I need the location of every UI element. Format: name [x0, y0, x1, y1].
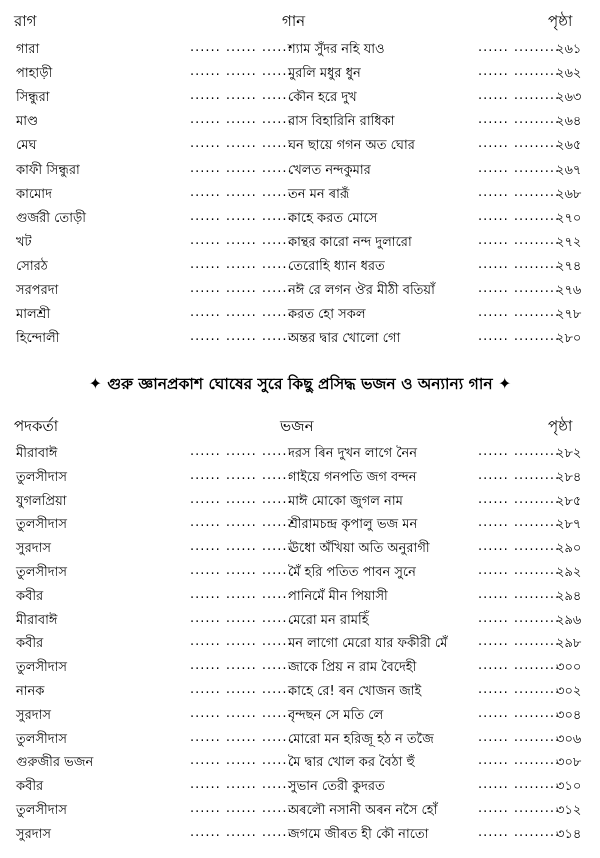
page-number: ২৯২ — [556, 565, 582, 580]
page-number: ২৮৫ — [556, 493, 582, 509]
leader-dots: ...... ...... ...... — [190, 184, 293, 200]
leader-dots: ...... ......... — [478, 610, 561, 626]
banner-title: গুরু জ্ঞানপ্রকাশ ঘোষের সুরে কিছু প্রসিদ্ধ ভজন ও অন্যান্য গান — [107, 375, 493, 393]
list-item — [0, 468, 600, 492]
song-title: তেরোহি ধ্যান ধরত — [288, 258, 385, 274]
list-item — [0, 257, 600, 281]
leader-dots: ...... ...... ...... — [190, 634, 293, 650]
song-title: রাস বিহারিনি রাধিকা — [288, 114, 395, 130]
artist-name: খট — [16, 234, 32, 250]
header-page-2: পৃষ্ঠা — [548, 417, 573, 435]
song-title: অৰলৌ নসানী অৰন নসৈ হোঁ — [288, 803, 438, 818]
leader-dots: ...... ......... — [478, 88, 561, 104]
list-item — [0, 40, 600, 64]
artist-name: সরপরদা — [16, 283, 59, 298]
leader-dots: ...... ......... — [478, 136, 561, 152]
artist-name: মেঘ — [16, 138, 37, 154]
song-title: কৌন হরে দুখ — [288, 90, 357, 106]
list-item — [0, 753, 600, 777]
leader-dots: ...... ......... — [478, 184, 561, 200]
page-number: ২৭৬ — [556, 283, 582, 298]
artist-name: তুলসীদাস — [16, 469, 67, 485]
song-title: জাকে প্রিয় ন রাম বৈদেহী — [288, 660, 417, 676]
artist-name: নানক — [16, 684, 45, 699]
page-number: ২৬২ — [556, 66, 582, 82]
list-item — [0, 682, 600, 706]
list-item — [0, 209, 600, 233]
list-item — [0, 233, 600, 257]
leader-dots: ...... ......... — [478, 281, 561, 296]
song-title: কাহে করত মোসে — [288, 210, 378, 226]
song-title: তন মন ৰারূঁ — [288, 186, 350, 202]
list-item — [0, 185, 600, 209]
header-raag: রাগ — [14, 12, 37, 30]
leader-dots: ...... ......... — [478, 208, 561, 224]
page-number: ৩১৪ — [556, 826, 582, 842]
song-title: জগমে জীৰত হী কৌ নাতো — [288, 826, 429, 842]
artist-name: কবীর — [16, 636, 44, 652]
artist-name: মীরাবাঈ — [16, 612, 58, 628]
leader-dots: ...... ......... — [478, 586, 561, 602]
leader-dots: ...... ...... ...... — [190, 705, 293, 721]
page-number: ৩০৮ — [556, 755, 582, 771]
artist-name: কামোদ — [16, 186, 52, 202]
artist-name: তুলসীদাস — [16, 660, 67, 676]
page-number: ৩০৪ — [556, 707, 582, 723]
page-number: ২৭২ — [556, 234, 582, 250]
leader-dots: ...... ...... ...... — [190, 563, 293, 578]
list-item — [0, 281, 600, 305]
page-number: ৩১০ — [556, 779, 582, 795]
artist-name: সুরদাস — [16, 707, 51, 723]
artist-name: পাহাড়ী — [16, 66, 53, 82]
artist-name: তুলসীদাস — [16, 731, 67, 747]
page-number: ২৭৪ — [556, 258, 582, 274]
leader-dots: ...... ......... — [478, 64, 561, 80]
leader-dots: ...... ...... ...... — [190, 88, 293, 104]
leader-dots: ...... ......... — [478, 491, 561, 507]
list-item — [0, 658, 600, 682]
page-number: ২৬৫ — [556, 138, 582, 154]
leader-dots: ...... ...... ...... — [190, 801, 293, 816]
page-number: ২৯৪ — [556, 588, 582, 604]
artist-name: গারা — [16, 42, 40, 57]
header-gaan: গান — [282, 12, 306, 30]
list-item — [0, 305, 600, 329]
artist-name: মাণ্ড — [16, 114, 39, 130]
page-number: ২৮৭ — [556, 517, 582, 533]
list-item — [0, 587, 600, 611]
song-title: কাহে রে! ৰন খোজন জাই — [288, 684, 422, 699]
leader-dots: ...... ......... — [478, 658, 561, 674]
leader-dots: ...... ...... ...... — [190, 112, 293, 128]
page-number: ২৬১ — [556, 42, 582, 57]
artist-name: হিন্দোলী — [16, 331, 60, 347]
leader-dots: ...... ...... ...... — [190, 329, 293, 345]
artist-name: কবীর — [16, 779, 44, 795]
leader-dots: ...... ......... — [478, 777, 561, 793]
leader-dots: ...... ...... ...... — [190, 467, 293, 483]
page-number: ৩০২ — [556, 684, 582, 699]
list-item — [0, 801, 600, 825]
page-number: ২৭০ — [556, 210, 582, 226]
page-number: ২৭৮ — [556, 307, 582, 323]
leader-dots: ...... ......... — [478, 112, 561, 128]
leader-dots: ...... ...... ...... — [190, 491, 293, 507]
leader-dots: ...... ......... — [478, 256, 561, 272]
song-title: গাইয়ে গনপতি জগ বন্দন — [288, 469, 417, 485]
song-title: নঈ রে লগন ঔর মীঠী বতিয়াঁ — [288, 283, 435, 298]
artist-name: তুলসীদাস — [16, 565, 67, 580]
leader-dots: ...... ...... ...... — [190, 515, 293, 531]
leader-dots: ...... ...... ...... — [190, 160, 293, 176]
artist-name: গুরুজীর ভজন — [16, 755, 94, 771]
header-padakarta: পদকর্তা — [14, 417, 59, 435]
leader-dots: ...... ...... ...... — [190, 444, 293, 459]
leader-dots: ...... ...... ...... — [190, 824, 293, 840]
page-number: ২৬৮ — [556, 186, 582, 202]
artist-name: তুলসীদাস — [16, 517, 67, 533]
artist-name: মালশ্রী — [16, 307, 51, 323]
leader-dots: ...... ...... ...... — [190, 753, 293, 769]
leader-dots: ...... ......... — [478, 40, 561, 55]
leader-dots: ...... ...... ...... — [190, 586, 293, 602]
leader-dots: ...... ...... ...... — [190, 208, 293, 224]
star-ornament-icon: ✦ — [88, 374, 102, 393]
song-title: সুভান তেরী কুদরত — [288, 779, 385, 795]
leader-dots: ...... ......... — [478, 705, 561, 721]
list-item — [0, 136, 600, 160]
song-title: অন্তর দ্বার খোলো গো — [288, 331, 401, 347]
list-item — [0, 539, 600, 563]
song-title: ঊধো অঁখিয়া অতি অনুরাগী — [288, 541, 430, 557]
song-title: মাঈ মোকো জুগল নাম — [288, 493, 403, 509]
page-number: ২৬৪ — [556, 114, 582, 130]
page-number: ২৬৭ — [556, 162, 582, 178]
artist-name: কবীর — [16, 588, 44, 604]
header-bhajan: ভজন — [280, 417, 314, 435]
artist-name: গুর্জরী তোড়ী — [16, 210, 86, 226]
list-item — [0, 777, 600, 801]
page-number: ২৯৬ — [556, 612, 582, 628]
leader-dots: ...... ......... — [478, 467, 561, 483]
page-number: ৩০০ — [556, 660, 582, 676]
page-number: ৩০৬ — [556, 731, 582, 747]
leader-dots: ...... ......... — [478, 515, 561, 531]
list-item — [0, 492, 600, 516]
song-title: শ্যাম সুঁদর নহি যাও — [288, 42, 385, 57]
leader-dots: ...... ...... ...... — [190, 281, 293, 296]
leader-dots: ...... ...... ...... — [190, 305, 293, 321]
leader-dots: ...... ...... ...... — [190, 232, 293, 248]
leader-dots: ...... ......... — [478, 634, 561, 650]
song-title: মৈঁ হরি পতিত পাবন সুনে — [288, 565, 416, 580]
leader-dots: ...... ...... ...... — [190, 136, 293, 152]
artist-name: সিন্ধুরা — [16, 90, 50, 106]
list-item — [0, 515, 600, 539]
song-title: খেলত নন্দকুমার — [288, 162, 371, 178]
leader-dots: ...... ...... ...... — [190, 40, 293, 55]
song-title: করত হো সকল — [288, 307, 366, 323]
list-item — [0, 329, 600, 353]
leader-dots: ...... ...... ...... — [190, 729, 293, 745]
song-title: পানিমেঁ মীন পিয়াসী — [288, 588, 388, 604]
list-item — [0, 825, 600, 849]
page-number: ২৬৩ — [556, 90, 582, 106]
page-number: ২৯০ — [556, 541, 582, 557]
artist-name: সুরদাস — [16, 826, 51, 842]
artist-name: যুগলপ্রিয়া — [16, 493, 67, 509]
song-title: ঘন ছায়ে গগন অত ঘোর — [288, 138, 415, 154]
list-item — [0, 88, 600, 112]
leader-dots: ...... ......... — [478, 539, 561, 555]
song-title: মোরো মন হরিজূ হঠ ন তজৈ — [288, 731, 434, 747]
leader-dots: ...... ......... — [478, 232, 561, 248]
artist-name: কাফী সিন্ধুরা — [16, 162, 80, 178]
leader-dots: ...... ...... ...... — [190, 682, 293, 697]
list-item — [0, 730, 600, 754]
leader-dots: ...... ......... — [478, 329, 561, 345]
page-number: ২৮০ — [556, 331, 582, 347]
leader-dots: ...... ......... — [478, 682, 561, 697]
artist-name: মীরাবাঈ — [16, 446, 58, 461]
leader-dots: ...... ...... ...... — [190, 610, 293, 626]
leader-dots: ...... ......... — [478, 563, 561, 578]
artist-name: তুলসীদাস — [16, 803, 67, 818]
song-title: বৃন্দছন সে মতি লে — [288, 707, 384, 723]
leader-dots: ...... ......... — [478, 444, 561, 459]
page-number: ৩১২ — [556, 803, 582, 818]
list-item — [0, 611, 600, 635]
leader-dots: ...... ...... ...... — [190, 777, 293, 793]
leader-dots: ...... ......... — [478, 801, 561, 816]
star-ornament-icon: ✦ — [498, 374, 512, 393]
section-banner — [0, 372, 600, 398]
song-title: দরস ৰিন দুখন লাগে নৈন — [288, 446, 417, 461]
song-title: কান্থর কারো নন্দ দুলারো — [288, 234, 412, 250]
leader-dots: ...... ......... — [478, 753, 561, 769]
artist-name: সোরঠ — [16, 258, 48, 274]
leader-dots: ...... ......... — [478, 160, 561, 176]
leader-dots: ...... ......... — [478, 729, 561, 745]
list-item — [0, 64, 600, 88]
list-item — [0, 444, 600, 468]
list-item — [0, 563, 600, 587]
page-number: ২৮৪ — [556, 469, 582, 485]
leader-dots: ...... ...... ...... — [190, 539, 293, 555]
song-title: মৈ দ্বার খোল কর বৈঠা হুঁ — [288, 755, 415, 771]
leader-dots: ...... ......... — [478, 824, 561, 840]
list-item — [0, 634, 600, 658]
song-title: মুরলি মধুর ধুন — [288, 66, 361, 82]
page-number: ২৯৮ — [556, 636, 582, 652]
artist-name: সুরদাস — [16, 541, 51, 557]
leader-dots: ...... ...... ...... — [190, 256, 293, 272]
list-item — [0, 112, 600, 136]
header-page: পৃষ্ঠা — [548, 12, 573, 30]
list-item — [0, 161, 600, 185]
leader-dots: ...... ...... ...... — [190, 64, 293, 80]
song-title: মন লাগো মেরো যার ফকীরী মেঁ — [288, 636, 448, 652]
leader-dots: ...... ...... ...... — [190, 658, 293, 674]
list-item — [0, 706, 600, 730]
page-number: ২৮২ — [556, 446, 582, 461]
leader-dots: ...... ......... — [478, 305, 561, 321]
song-title: মেরো মন রামহিঁ — [288, 612, 369, 628]
song-title: শ্রীরামচন্দ্র কৃপালু ভজ মন — [288, 517, 418, 533]
